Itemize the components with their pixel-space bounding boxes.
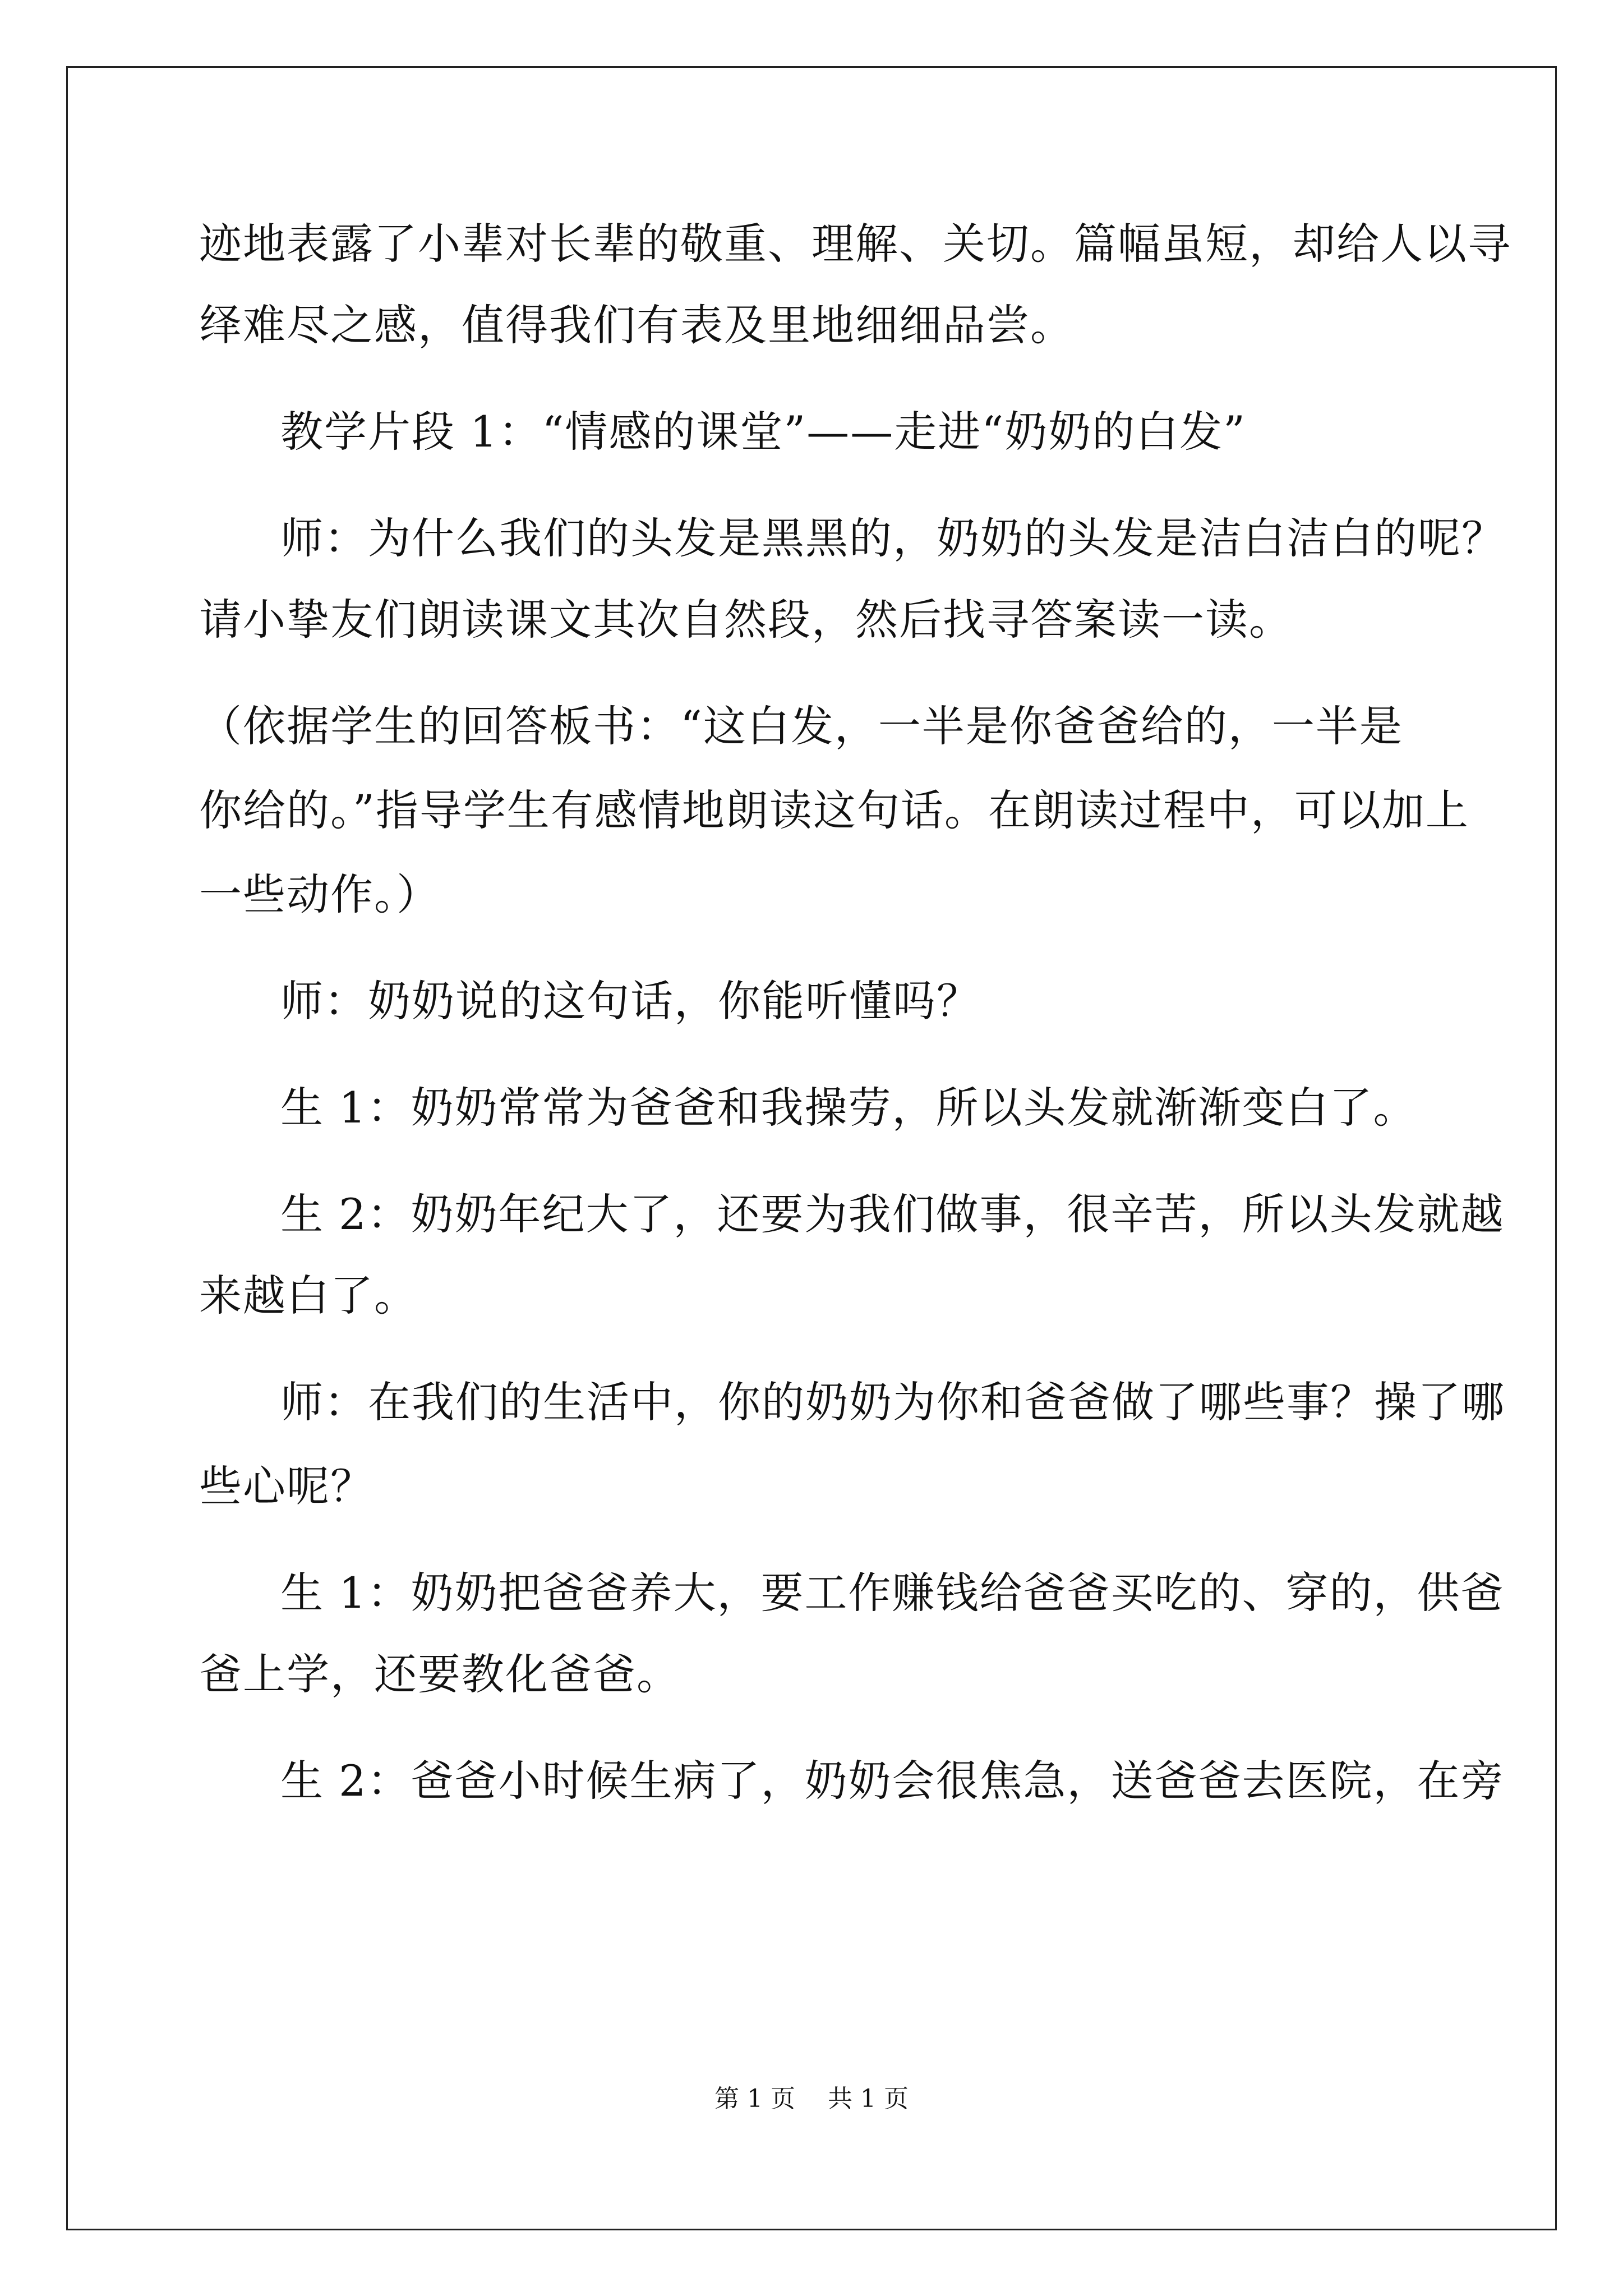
- text-line-2: 绎难尽之感，值得我们有表及里地细细品尝。: [199, 300, 1074, 350]
- text-line-16: 爸上学，还要教化爸爸。: [199, 1649, 680, 1699]
- text-line-13: 师：在我们的生活中，你的奶奶为你和爸爸做了哪些事？操了哪: [280, 1377, 1505, 1427]
- text-line-3: 教学片段 1：“情感的课堂”——走进“奶奶的白发”: [280, 407, 1246, 457]
- page-border: [66, 66, 1557, 2230]
- text-line-6: （依据学生的回答板书：“这白发，一半是你爸爸给的，一半是: [199, 701, 1403, 751]
- text-line-9: 师：奶奶说的这句话，你能听懂吗？: [280, 976, 980, 1026]
- text-line-4: 师：为什么我们的头发是黑黑的，奶奶的头发是洁白洁白的呢？: [280, 513, 1505, 563]
- text-line-11: 生 2：奶奶年纪大了，还要为我们做事，很辛苦，所以头发就越: [280, 1189, 1505, 1239]
- text-line-5: 请小挚友们朗读课文其次自然段，然后找寻答案读一读。: [199, 595, 1293, 645]
- text-line-12: 来越白了。: [199, 1271, 418, 1320]
- page-footer: [0, 2082, 1623, 2116]
- text-line-10: 生 1：奶奶常常为爸爸和我操劳，所以头发就渐渐变白了。: [280, 1083, 1417, 1133]
- text-line-17: 生 2：爸爸小时候生病了，奶奶会很焦急，送爸爸去医院，在旁: [280, 1756, 1505, 1806]
- text-line-1: 迹地表露了小辈对长辈的敬重、理解、关切。篇幅虽短，却给人以寻: [199, 219, 1511, 269]
- page-number: 第 1 页: [714, 2085, 795, 2113]
- text-line-7: 你给的。”指导学生有感情地朗读这句话。在朗读过程中，可以加上: [199, 785, 1469, 835]
- text-line-14: 些心呢？: [199, 1461, 374, 1511]
- text-line-8: 一些动作。）: [199, 869, 440, 919]
- text-line-15: 生 1：奶奶把爸爸养大，要工作赚钱给爸爸买吃的、穿的，供爸: [280, 1568, 1505, 1618]
- page-total: 共 1 页: [828, 2085, 909, 2113]
